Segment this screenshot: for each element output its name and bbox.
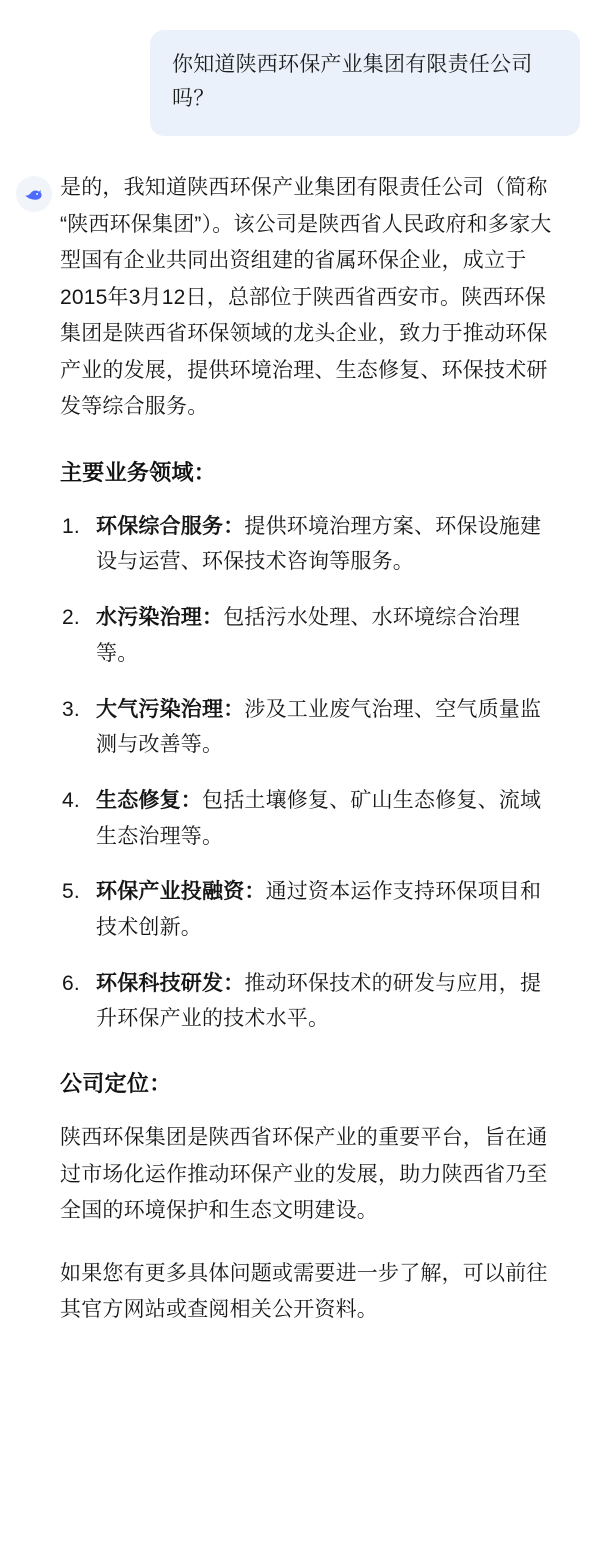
list-item xyxy=(60,783,554,854)
list-item-title: 水污染治理： xyxy=(96,606,224,630)
closing-paragraph: 如果您有更多具体问题或需要进一步了解，可以前往其官方网站或查阅相关公开资料。 xyxy=(60,1261,548,1322)
whale-logo-icon xyxy=(16,176,52,212)
list-item-title: 环保科技研发： xyxy=(96,971,245,995)
list-item-text: 通过资本运作支持环保项目和技术创新。 xyxy=(96,880,542,939)
list-item-title: 大气污染治理： xyxy=(96,697,245,721)
positioning-heading: 公司定位： xyxy=(60,1071,172,1096)
list-item-text: 包括污水处理、水环境综合治理等。 xyxy=(96,606,521,665)
list-item-text: 提供环境治理方案、环保设施建设与运营、环保技术咨询等服务。 xyxy=(96,514,542,574)
list-item xyxy=(60,966,554,1037)
list-item-number: 2. xyxy=(62,606,80,630)
list-item-number: 1. xyxy=(62,514,80,538)
list-item xyxy=(60,509,554,580)
list-item-number: 5. xyxy=(62,880,80,904)
assistant-answer xyxy=(60,170,560,1353)
list-item-number: 6. xyxy=(62,971,80,995)
list-item-title: 环保产业投融资： xyxy=(96,880,266,904)
list-item xyxy=(60,874,554,945)
positioning-paragraph: 陕西环保集团是陕西省环保产业的重要平台，旨在通过市场化运作推动环保产业的发展，助力陕西省乃至全国的环境保护和生态文明建设。 xyxy=(60,1126,548,1223)
user-message-bubble[interactable]: 你知道陕西环保产业集团有限责任公司吗？ xyxy=(150,30,580,136)
list-item-title: 环保综合服务： xyxy=(96,514,245,538)
list-item-text: 推动环保技术的研发与应用，提升环保产业的技术水平。 xyxy=(96,971,542,1031)
business-areas-heading: 主要业务领域： xyxy=(60,459,217,485)
list-item xyxy=(60,600,554,671)
list-item-number: 3. xyxy=(62,697,80,721)
assistant-intro-paragraph: 是的，我知道陕西环保产业集团有限责任公司（简称“陕西环保集团”）。该公司是陕西省人民政府和多家大型国有企业共同出资组建的省属环保企业，成立于2015年3月12日，总部位于陕西省西安市。陕西环保集团是陕西省环保领域的龙头企业，致力于推动环保产业的发展，提供环境治理、生态修复、环保技术研发等综合服务。 xyxy=(60,176,552,419)
list-item xyxy=(60,692,554,763)
list-item-title: 生态修复： xyxy=(96,788,202,812)
list-item-number: 4. xyxy=(62,788,80,812)
list-item-text: 涉及工业废气治理、空气质量监测与改善等。 xyxy=(96,697,542,757)
list-item-text: 包括土壤修复、矿山生态修复、流域生态治理等。 xyxy=(96,788,542,848)
user-message-row xyxy=(0,0,600,136)
assistant-message-row xyxy=(0,136,600,1353)
business-areas-list xyxy=(60,509,554,1037)
